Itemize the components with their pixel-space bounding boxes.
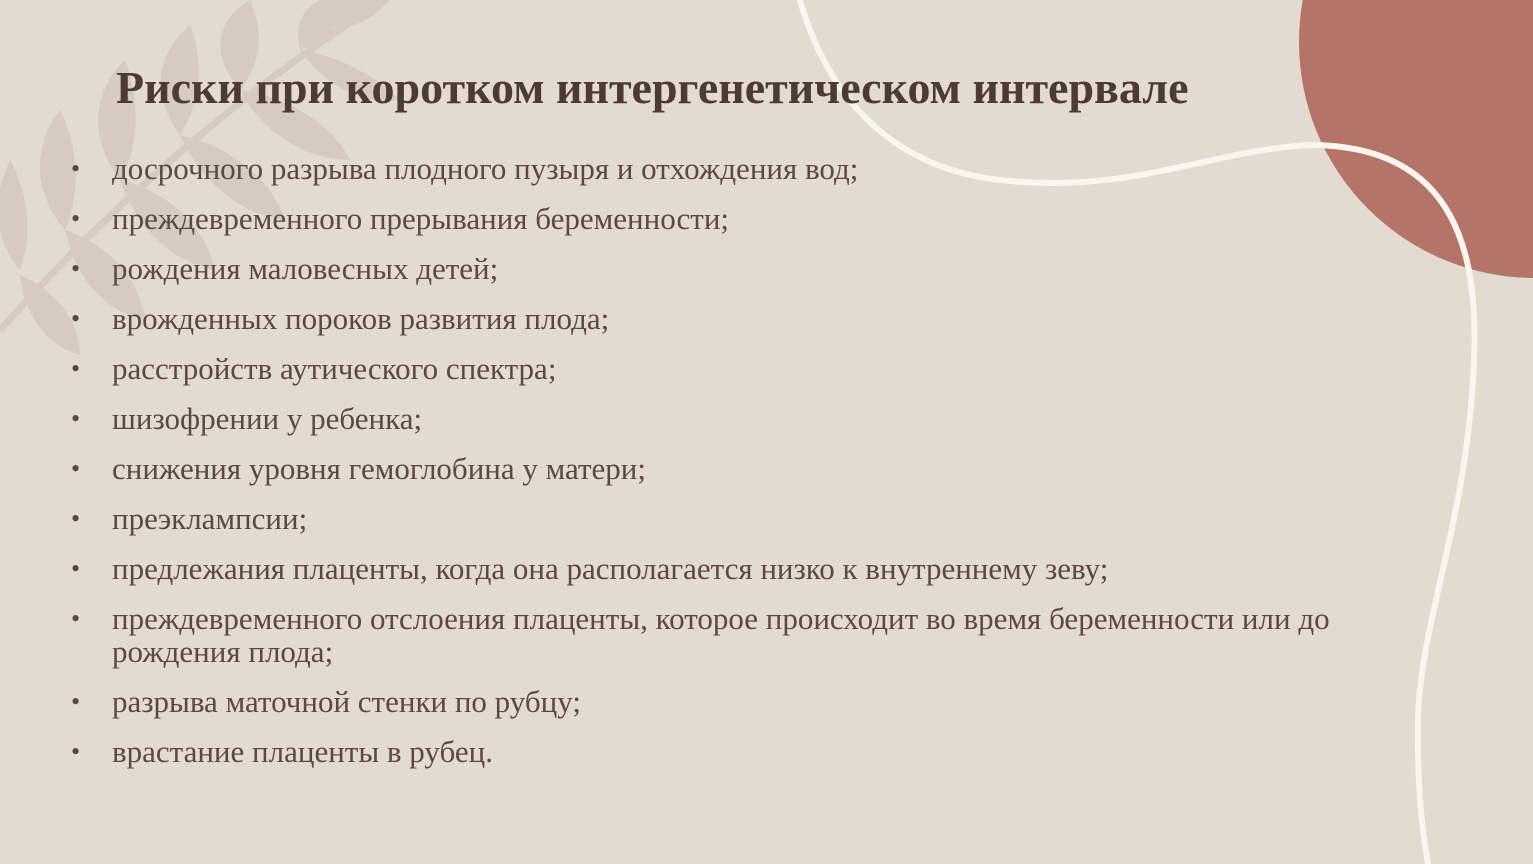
list-item [71,401,1432,436]
bullet-icon: • [71,687,81,716]
bullet-icon: • [71,604,81,633]
list-item-text: предлежания плаценты, когда она располагается низко к внутреннему зеву; [112,551,1109,586]
list-item [71,551,1432,586]
list-item [71,451,1432,486]
list-item [71,151,1432,186]
list-item-text: рождения маловесных детей; [112,251,499,286]
list-item [71,251,1432,286]
risk-list [71,151,1432,785]
list-item [71,501,1432,536]
slide-title: Риски при коротком интергенетическом интервале [116,62,1189,113]
list-item-text: преэклампсии; [112,501,308,536]
list-item-text: преждевременного прерывания беременности; [112,201,730,236]
bullet-icon: • [71,204,81,233]
list-item [71,734,1432,769]
list-item [71,301,1432,336]
bullet-icon: • [71,404,81,433]
bullet-icon: • [71,737,81,766]
list-item [71,601,1432,669]
list-item [71,684,1432,719]
list-item-text: шизофрении у ребенка; [112,401,423,436]
list-item-text: разрыва маточной стенки по рубцу; [112,684,581,719]
list-item-text: преждевременного отслоения плаценты, которое происходит во время беременности или до рождения плода; [112,601,1330,669]
list-item [71,351,1432,386]
bullet-icon: • [71,304,81,333]
list-item-text: досрочного разрыва плодного пузыря и отхождения вод; [112,151,859,186]
list-item [71,201,1432,236]
bullet-icon: • [71,554,81,583]
list-item-text: врожденных пороков развития плода; [112,301,610,336]
bullet-icon: • [71,504,81,533]
bullet-icon: • [71,254,81,283]
list-item-text: врастание плаценты в рубец. [112,734,493,769]
bullet-icon: • [71,154,81,183]
list-item-text: снижения уровня гемоглобина у матери; [112,451,647,486]
list-item-text: расстройств аутического спектра; [112,351,557,386]
bullet-icon: • [71,454,81,483]
bullet-icon: • [71,354,81,383]
